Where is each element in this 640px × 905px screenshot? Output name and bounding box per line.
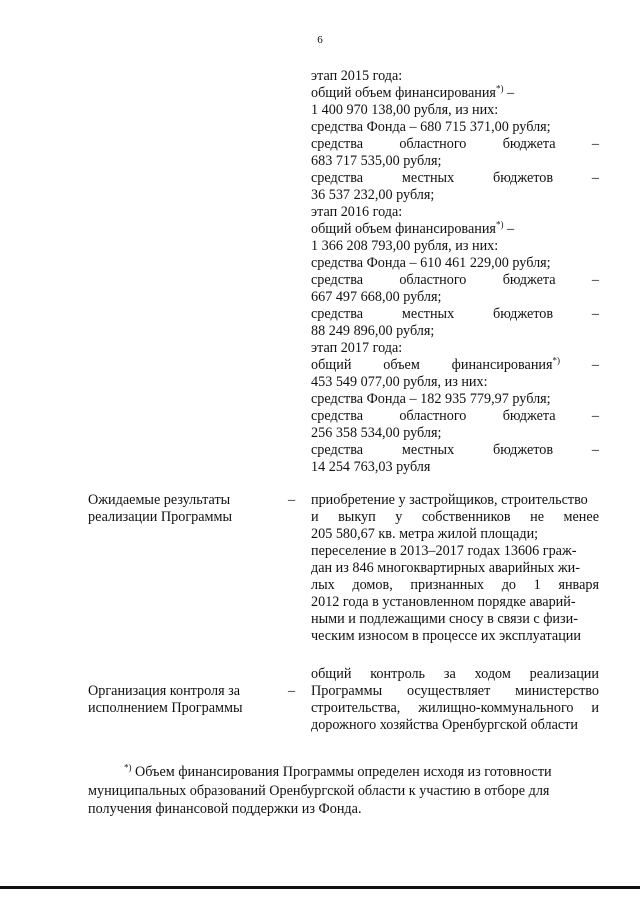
word: средства <box>311 408 364 424</box>
word: местных <box>401 306 455 322</box>
results-label-line-1: Ожидаемые результаты <box>88 492 231 508</box>
footnote-text: Объем финансирования Программы определен исходя из готовности <box>135 764 552 780</box>
results-line: приобретение у застройщиков, строительство <box>311 492 588 508</box>
word: лых <box>311 577 335 593</box>
dash: – <box>591 442 599 458</box>
footnote-line-3: получения финансовой поддержки из Фонда. <box>88 801 362 817</box>
stage-2017-total-value: 453 549 077,00 рубля, из них: <box>311 374 488 390</box>
stage-2016-regional-label <box>311 272 599 289</box>
word: бюджета <box>502 272 556 288</box>
control-line <box>311 700 599 717</box>
word: января <box>558 577 599 593</box>
footnote-mark: *) <box>124 762 132 773</box>
control-line <box>311 683 599 700</box>
stage-2017-total-label <box>311 357 599 374</box>
word: за <box>443 666 456 682</box>
page-number: 6 <box>317 34 323 46</box>
word: министерство <box>515 683 599 699</box>
stage-2016-local-label <box>311 306 599 323</box>
stage-2017-label: этап 2017 года: <box>311 340 403 356</box>
stage-2016-label: этап 2016 года: <box>311 204 403 220</box>
results-line: переселение в 2013–2017 годах 13606 граж- <box>311 543 577 559</box>
dash: – <box>591 306 599 322</box>
word: бюджетов <box>493 170 554 186</box>
word: и <box>311 509 319 525</box>
word: ходом <box>474 666 511 682</box>
word: объем <box>383 357 420 373</box>
word: бюджета <box>502 408 556 424</box>
control-line: дорожного хозяйства Оренбургской области <box>311 717 579 733</box>
dash: – <box>591 170 599 186</box>
word: выкуп <box>338 509 376 525</box>
stage-2017-local-value: 14 254 763,03 рубля <box>311 459 431 475</box>
word: до <box>501 577 516 593</box>
stage-2016-regional-value: 667 497 668,00 рубля; <box>311 289 442 305</box>
word: и <box>591 700 599 716</box>
word: признанных <box>410 577 485 593</box>
footnote-mark: *) <box>495 83 504 94</box>
dash: – <box>591 272 599 288</box>
word: областного <box>399 408 467 424</box>
stage-2017-regional-label <box>311 408 599 425</box>
word: реализации <box>529 666 599 682</box>
control-dash: – <box>288 683 296 699</box>
word: контроль <box>370 666 426 682</box>
results-line: 205 580,67 кв. метра жилой площади; <box>311 526 539 542</box>
word: менее <box>563 509 599 525</box>
word: общий <box>311 666 352 682</box>
control-label-line-1: Организация контроля за <box>88 683 241 699</box>
stage-2015-fund: средства Фонда – 680 715 371,00 рубля; <box>311 119 551 135</box>
stage-2016-fund: средства Фонда – 610 461 229,00 рубля; <box>311 255 551 271</box>
dash: – <box>507 85 515 101</box>
word: областного <box>399 272 467 288</box>
results-line <box>311 509 599 526</box>
stage-2017-fund: средства Фонда – 182 935 779,97 рубля; <box>311 391 551 407</box>
footnote <box>88 763 598 819</box>
results-dash: – <box>288 492 296 508</box>
stage-2016-local-value: 88 249 896,00 рубля; <box>311 323 435 339</box>
stage-2015-total-label <box>311 85 599 102</box>
results-label-line-2: реализации Программы <box>88 509 233 525</box>
word: 1 <box>533 577 541 593</box>
word: у <box>395 509 403 525</box>
word: собственников <box>421 509 511 525</box>
stage-2016-total-label <box>311 221 599 238</box>
word: Программы <box>311 683 383 699</box>
word: жилищно-коммунального <box>418 700 574 716</box>
stage-2015-label: этап 2015 года: <box>311 68 403 84</box>
word: средства <box>311 442 364 458</box>
stage-2015-regional-label <box>311 136 599 153</box>
total-label-text: общий объем финансирования <box>311 85 496 101</box>
word: строительства, <box>311 700 401 716</box>
word: средства <box>311 272 364 288</box>
stage-2015-regional-value: 683 717 535,00 рубля; <box>311 153 442 169</box>
footnote-line-2: муниципальных образований Оренбургской области к участию в отборе для <box>88 782 550 799</box>
footnote-mark: *) <box>552 355 561 366</box>
results-line <box>311 577 599 594</box>
stage-2015-local-label <box>311 170 599 187</box>
bottom-border-line <box>0 886 640 889</box>
control-label-line-2: исполнением Программы <box>88 700 243 716</box>
word: средства <box>311 136 364 152</box>
results-line: дан из 846 многоквартирных аварийных жи- <box>311 560 580 576</box>
word: бюджета <box>502 136 556 152</box>
word: областного <box>399 136 467 152</box>
dash: – <box>591 136 599 152</box>
word-with-mark <box>452 357 560 374</box>
word: не <box>530 509 545 525</box>
results-line: 2012 года в установленном порядке аварий- <box>311 594 576 610</box>
stage-2016-total-value: 1 366 208 793,00 рубля, из них: <box>311 238 499 254</box>
word: осуществляет <box>406 683 491 699</box>
word: средства <box>311 170 364 186</box>
dash: – <box>591 408 599 424</box>
stage-2015-local-value: 36 537 232,00 рубля; <box>311 187 435 203</box>
stage-2015-total-value: 1 400 970 138,00 рубля, из них: <box>311 102 499 118</box>
word: бюджетов <box>493 306 554 322</box>
control-line <box>311 666 599 683</box>
dash: – <box>507 221 515 237</box>
results-line: ческим износом в процессе их эксплуатации <box>311 628 581 644</box>
word: общий <box>311 357 352 373</box>
word: средства <box>311 306 364 322</box>
stage-2017-local-label <box>311 442 599 459</box>
stage-2017-regional-value: 256 358 534,00 рубля; <box>311 425 442 441</box>
word: финансирования <box>451 357 553 373</box>
word: домов, <box>352 577 393 593</box>
word: бюджетов <box>493 442 554 458</box>
word: местных <box>401 170 455 186</box>
word: местных <box>401 442 455 458</box>
results-line: ными и подлежащими сносу в связи с физи- <box>311 611 578 627</box>
dash: – <box>591 357 599 373</box>
total-label-text: общий объем финансирования <box>311 221 496 237</box>
footnote-line-1 <box>88 763 598 782</box>
footnote-mark: *) <box>495 219 504 230</box>
